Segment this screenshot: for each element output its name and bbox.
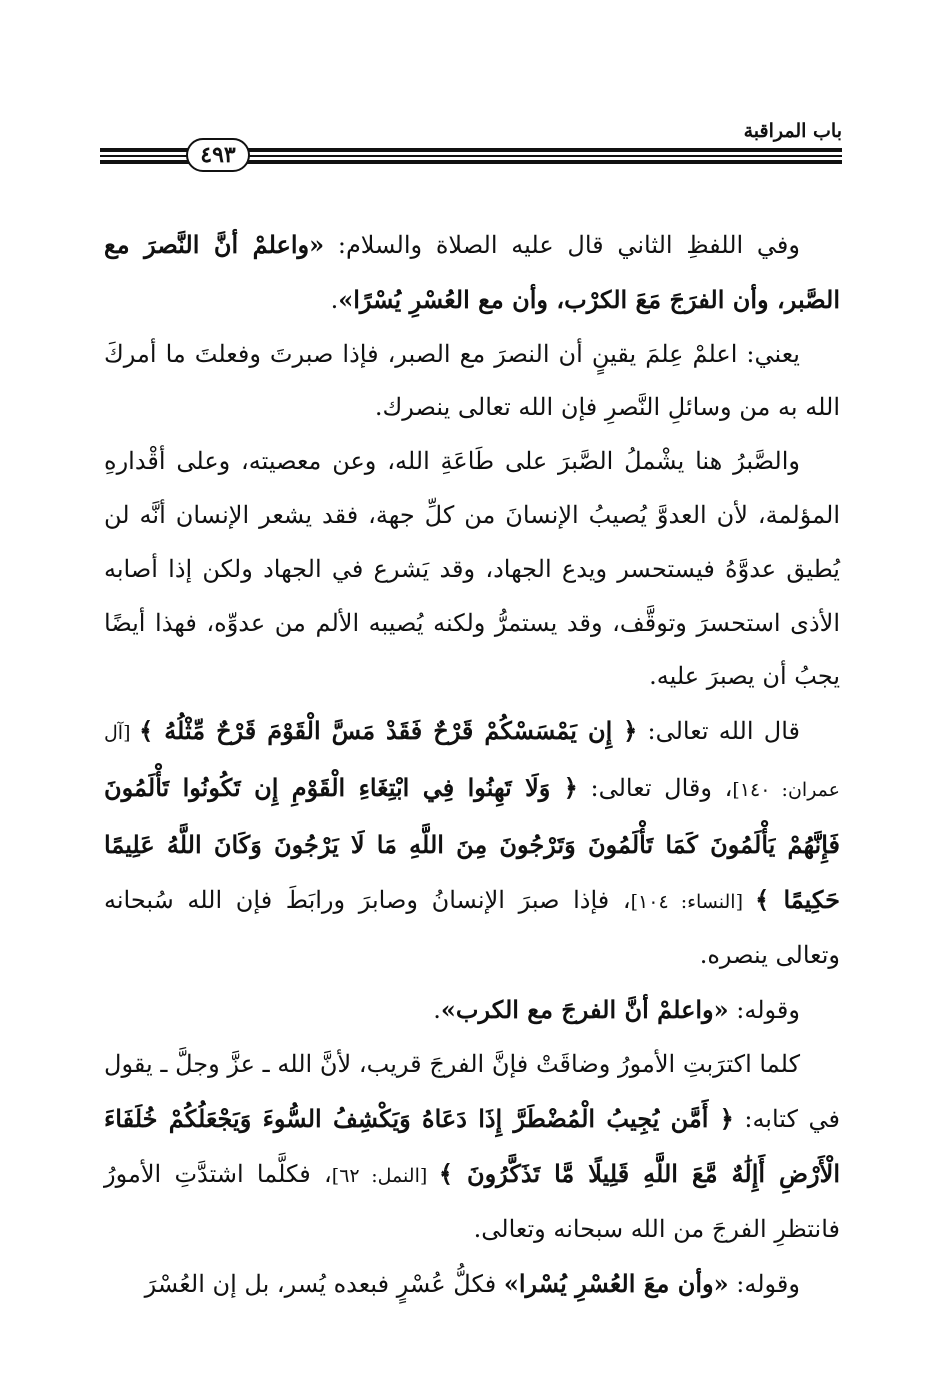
page-body [104, 218, 840, 1312]
verse-reference: [النساء: ١٠٤] [630, 890, 756, 913]
paragraph-3: والصَّبرُ هنا يشْملُ الصَّبرَ على طَاعَةِ الله، وعن معصيته، وعلى أقْدارهِ المؤلمة، لأن العدوَّ يُصيبُ الإنسانَ من كلِّ جهة، فقد يشعر الإنسان أنَّه لن يُطيق عدوَّهُ فيستحسر ويدع الجهاد، وقد يَشرع في الجهاد ولكن إذا أصابه الأذى استحسرَ وتوقَّف، وقد يستمرُّ ولكنه يُصيبه الألم من عدوِّه، فهذا أيضًا يجبُ أن يصبرَ عليه. [104, 447, 840, 691]
hadith-quote: «وأن معَ العُسْرِ يُسْرا» [503, 1269, 729, 1299]
paragraph-text: ، فكلَّما اشتدَّتِ الأمورُ فانتظرِ الفرجَ من الله سبحانه وتعالى. [104, 1159, 840, 1244]
paragraph-text: . [330, 285, 339, 314]
paragraph-1 [104, 218, 840, 328]
paragraph-6 [104, 1038, 840, 1257]
paragraph-text: . [433, 996, 441, 1025]
paragraph-text: ، فإذا صبرَ الإنسانُ وصابرَ ورابَطَ فإن الله سُبحانه وتعالى ينصره. [104, 885, 840, 970]
paragraph-5 [104, 983, 840, 1038]
paragraph-text: فكلُّ عُسْرٍ فبعده يُسر، بل إن العُسْرَ [144, 1270, 504, 1299]
page-number: ٤٩٣ [200, 142, 236, 168]
paragraph-text: كلما اكترَبتِ الأمورُ وضاقَتْ فإنَّ الفرجَ قريب، لأنَّ الله ـ عزَّ وجلَّ ـ يقول في كتابه: [104, 1049, 840, 1133]
paragraph-text: وقوله: [728, 996, 800, 1025]
paragraph-7 [104, 1257, 840, 1312]
hadith-quote: «واعلمْ أنَّ الفرجَ مع الكرب» [440, 995, 729, 1025]
paragraph-text: وفي اللفظِ الثاني قال عليه الصلاة والسلام: [324, 231, 800, 259]
quran-verse: ﴿ إِن يَمْسَسْكُمْ قَرْحٌ فَقَدْ مَسَّ الْقَوْمَ قَرْحٌ مِّثْلُهُ ﴾ [139, 716, 638, 746]
quran-verse: ﴿ أَمَّن يُجِيبُ الْمُضْطَرَّ إِذَا دَعَاهُ وَيَكْشِفُ السُّوءَ وَيَجْعَلُكُمْ خُلَفَاءَ الْأَرْضِ أَإِلَٰهٌ مَّعَ اللَّهِ قَلِيلًا مَّا تَذَكَّرُونَ ﴾ [104, 1103, 840, 1188]
paragraph-2: يعني: اعلمْ عِلمَ يقينٍ أن النصرَ مع الصبر، فإذا صبرتَ وفعلتَ ما أمركَ الله به من وسائلِ النَّصرِ فإن الله تعالى ينصرك. [104, 339, 840, 422]
paragraph-text: قال الله تعالى: [637, 717, 800, 746]
verse-reference: [آل عمران: ١٤٠] [104, 722, 840, 801]
hadith-quote: «واعلمْ أنَّ النَّصرَ مع الصَّبر، وأن الفرَجَ مَعَ الكرْب، وأن مع العُسْرِ يُسْرًا» [104, 230, 840, 314]
verse-reference: [النمل: ٦٢] [331, 1164, 439, 1187]
chapter-title: باب المراقبة [743, 120, 842, 142]
paragraph-text: ، وقال تعالى: [577, 773, 733, 802]
quran-verse: ﴿ وَلَا تَهِنُوا فِي ابْتِغَاءِ الْقَوْمِ إِن تَكُونُوا تَأْلَمُونَ فَإِنَّهُمْ يَأْلَمُونَ كَمَا تَأْلَمُونَ وَتَرْجُونَ مِنَ اللَّهِ مَا لَا يَرْجُونَ وَكَانَ اللَّهُ عَلِيمًا حَكِيمًا ﴾ [104, 772, 841, 914]
paragraph-4 [104, 704, 840, 983]
page-header [100, 118, 842, 180]
paragraph-text: وقوله: [728, 1270, 800, 1299]
page-number-badge [186, 138, 250, 172]
